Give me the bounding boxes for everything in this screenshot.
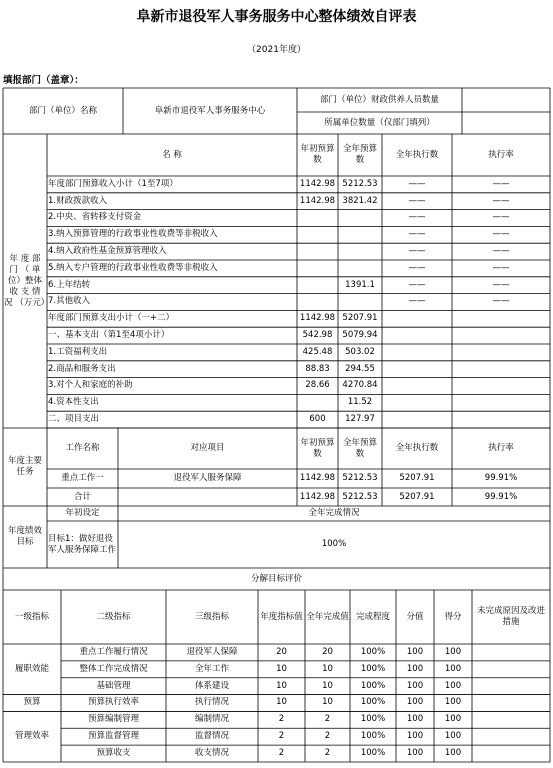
decomp-actual: 2 [324, 748, 331, 759]
budget-row-rate: —— [492, 262, 510, 273]
budget-row-rate [453, 394, 549, 411]
budget-row-plan [298, 277, 337, 294]
decomp-get: 100 [444, 714, 462, 725]
budget-row-plan: 88.83 [305, 363, 330, 374]
staff-count-label: 部门（单位）财政供养人员数量 [319, 94, 439, 105]
task-full: 5212.53 [342, 473, 378, 483]
budget-row-name: 4.纳入政府性基金预算管理收入 [48, 246, 167, 257]
budget-row-rate: —— [492, 296, 510, 307]
goals-initial-header: 年初设定 [65, 508, 100, 518]
budget-row-plan: 28.66 [305, 380, 330, 391]
budget-row-rate: —— [492, 212, 510, 223]
decomp-degree: 100% [360, 748, 386, 759]
decomp-degree: 100% [360, 731, 386, 742]
decomp-header-l2: 二级指标 [96, 611, 131, 622]
budget-row-full [339, 243, 381, 260]
decomp-actual: 10 [322, 697, 333, 708]
budget-row-exec: —— [408, 246, 426, 257]
budget-row-exec [383, 344, 451, 361]
decomp-header-reason: 未完成原因及改进措施 [476, 606, 545, 627]
decomp-plan: 2 [278, 731, 285, 742]
budget-row-plan: 1142.98 [299, 178, 336, 189]
col-name-header: 名 称 [162, 149, 182, 160]
decomp-l1: 预算 [23, 697, 41, 708]
decomp-get: 100 [444, 646, 462, 657]
decomp-plan: 10 [276, 663, 287, 674]
budget-side-label: 年 度 部 门 （ 单 位）整体 收 支 情 况 （万元） [4, 253, 50, 308]
decomp-get: 100 [444, 748, 462, 759]
budget-row-name: 二、项目支出 [48, 414, 100, 425]
budget-row-name: 4.资本性支出 [48, 397, 99, 408]
decomp-get: 100 [444, 680, 462, 691]
decomp-score: 100 [406, 663, 424, 674]
decomp-header-get: 得分 [444, 611, 462, 622]
budget-row-full: 11.52 [347, 397, 373, 408]
budget-row-plan [298, 226, 337, 243]
budget-row-exec: —— [408, 178, 426, 189]
decomp-degree: 100% [360, 663, 386, 674]
budget-row-name: 6.上年结转 [48, 279, 91, 290]
budget-row-plan: 1142.98 [299, 195, 336, 206]
col-rate-header: 执行率 [488, 149, 514, 160]
decomp-l3: 收支情况 [194, 748, 229, 759]
budget-row-name: 2.中央、省转移支付资金 [48, 212, 142, 223]
decomp-l2: 基础管理 [96, 680, 131, 691]
goals-full-header: 全年完成情况 [308, 508, 360, 518]
budget-row-plan: 1142.98 [299, 313, 336, 324]
budget-row-name: 1.工资福利支出 [48, 346, 108, 357]
budget-row-name: 年度部门预算收入小计（1至7项） [48, 178, 178, 189]
decomp-degree: 100% [360, 714, 386, 725]
budget-row-rate: —— [492, 178, 510, 189]
decomp-degree: 100% [360, 680, 386, 691]
budget-row-full [339, 294, 381, 311]
budget-row-rate: —— [492, 195, 510, 206]
budget-row-exec [383, 411, 451, 428]
budget-row-exec [383, 327, 451, 344]
fill-unit-label: 填报部门（盖章）： [3, 75, 84, 86]
budget-row-name: 年度部门预算支出小计（一+二） [48, 313, 175, 324]
budget-row-exec: —— [408, 195, 426, 206]
decomp-l3: 执行情况 [194, 697, 229, 708]
dept-name-value: 阜新市退役军人事务服务中心 [154, 105, 266, 116]
budget-row-name: 3.对个人和家庭的补助 [48, 380, 133, 391]
budget-row-plan: 425.48 [302, 346, 333, 357]
decomp-l2: 重点工作履行情况 [79, 646, 148, 657]
decomp-l2: 整体工作完成情况 [79, 663, 148, 674]
budget-row-name: 2.商品和服务支出 [48, 363, 116, 374]
budget-row-exec: —— [408, 262, 426, 273]
decomp-header-plan: 年度指标值 [260, 611, 303, 622]
decomp-header-l1: 一级指标 [14, 611, 49, 622]
decomp-l3: 体系建设 [194, 680, 229, 691]
decomp-l3: 监督情况 [194, 731, 229, 742]
decomp-get: 100 [444, 663, 462, 674]
budget-row-plan [298, 294, 337, 311]
document-title: 阜新市退役军人事务服务中心整体绩效自评表 [136, 9, 417, 25]
budget-row-rate: —— [492, 279, 510, 290]
col-exec-header: 全年执行数 [395, 149, 439, 160]
budget-row-full: 127.97 [345, 414, 375, 425]
decomp-l2: 预算监督管理 [87, 731, 139, 742]
decomp-header-actual: 全年完成值 [306, 611, 349, 622]
task-full: 5212.53 [342, 491, 378, 502]
budget-row-rate: —— [492, 246, 510, 257]
col-exec-header: 全年执行数 [395, 443, 439, 453]
decomp-score: 100 [406, 680, 424, 691]
dept-name-label: 部门（单位）名称 [28, 105, 97, 116]
budget-row-exec: —— [408, 296, 426, 307]
decomp-score: 100 [406, 714, 424, 725]
decomp-plan: 10 [276, 697, 287, 708]
budget-row-name: 5.纳入专户管理的行政事业性收费等非税收入 [48, 262, 218, 273]
task-exec: 5207.91 [399, 491, 435, 502]
budget-row-full [339, 210, 381, 227]
task-plan: 1142.98 [299, 491, 336, 502]
budget-row-plan [298, 210, 337, 227]
budget-row-rate [453, 411, 549, 428]
decomp-l3: 退役军人保障 [186, 646, 238, 657]
col-full-header: 全年预算数 [342, 144, 377, 165]
budget-row-plan [298, 394, 337, 411]
budget-row-name: 7.其他收入 [48, 296, 91, 307]
budget-row-name: 1.财政拨款收入 [48, 195, 108, 206]
budget-row-full: 5212.53 [342, 178, 378, 189]
decomp-l1: 履职效能 [14, 663, 49, 674]
budget-row-exec [383, 361, 451, 378]
col-plan-header: 年初预算数 [300, 437, 335, 459]
decomp-plan: 10 [276, 680, 287, 691]
col-item-header: 对应项目 [190, 443, 225, 453]
decomp-get: 100 [444, 697, 462, 708]
decomp-header-degree: 完成程度 [355, 611, 390, 622]
decomp-actual: 10 [322, 680, 333, 691]
task-rate: 99.91% [484, 491, 518, 502]
budget-row-exec: —— [408, 212, 426, 223]
budget-row-rate [453, 378, 549, 395]
decomp-l3: 编制情况 [194, 714, 229, 725]
budget-row-full [339, 226, 381, 243]
decomp-actual: 20 [322, 646, 333, 657]
document-year: （2021年度） [247, 45, 306, 55]
budget-row-rate [453, 361, 549, 378]
budget-row-rate [453, 344, 549, 361]
decomp-plan: 2 [278, 714, 285, 725]
task-work: 合计 [73, 491, 91, 502]
budget-row-full: 4270.84 [342, 380, 378, 391]
decomp-l1: 管理效率 [14, 731, 49, 742]
decomp-plan: 20 [276, 646, 287, 657]
decomp-actual: 2 [324, 731, 331, 742]
decomp-l2: 预算收支 [96, 748, 131, 759]
budget-row-name: 3.纳入预算管理的行政事业性收费等非税收入 [48, 229, 218, 240]
decomp-score: 100 [406, 646, 424, 657]
budget-row-full: 3821.42 [342, 195, 378, 206]
decomp-score: 100 [406, 697, 424, 708]
budget-row-plan: 542.98 [302, 330, 333, 341]
subunit-count-label: 所属单位数量（仅部门填列） [324, 117, 435, 128]
budget-row-exec [383, 378, 451, 395]
task-item: 退役军人服务保障 [173, 473, 242, 483]
budget-row-exec: —— [408, 229, 426, 240]
decomp-degree: 100% [360, 646, 386, 657]
task-exec: 5207.91 [399, 473, 435, 483]
decomp-degree: 100% [360, 697, 386, 708]
budget-row-rate [453, 327, 549, 344]
task-work: 重点工作一 [61, 473, 104, 483]
budget-row-plan [298, 260, 337, 277]
budget-row-exec [383, 394, 451, 411]
tasks-side-label: 年度主要任务 [7, 456, 42, 477]
budget-row-name: 一、基本支出（第1至4项小计） [48, 330, 170, 341]
budget-row-exec [383, 310, 451, 327]
task-item [119, 488, 296, 506]
decomp-header-score: 分值 [406, 611, 424, 622]
decomp-l3: 全年工作 [194, 663, 229, 674]
decomp-header-l3: 三级指标 [194, 611, 229, 622]
decomp-actual: 10 [322, 663, 333, 674]
col-plan-header: 年初预算数 [300, 144, 335, 165]
decomp-actual: 2 [324, 714, 331, 725]
budget-row-full: 5207.91 [342, 313, 378, 324]
budget-row-rate: —— [492, 229, 510, 240]
decomp-score: 100 [406, 731, 424, 742]
task-plan: 1142.98 [299, 473, 336, 483]
decomp-l2: 预算编制管理 [87, 714, 139, 725]
goals-side-label: 年度绩效目标 [7, 526, 42, 547]
col-full-header: 全年预算数 [342, 437, 377, 459]
budget-row-full: 294.55 [345, 363, 375, 374]
decomp-get: 100 [444, 731, 462, 742]
goal-completion: 100% [321, 539, 347, 549]
col-work-header: 工作名称 [65, 443, 100, 453]
decomp-title: 分解目标评价 [250, 573, 302, 584]
budget-row-full: 503.02 [345, 346, 375, 357]
budget-row-full [339, 260, 381, 277]
budget-row-exec: —— [408, 279, 426, 290]
budget-row-plan [298, 243, 337, 260]
budget-row-full: 1391.1 [345, 279, 375, 290]
goal-target: 目标1：做好退役军人服务保障工作 [48, 533, 117, 555]
task-rate: 99.91% [484, 473, 518, 483]
budget-row-rate [453, 310, 549, 327]
decomp-l2: 预算执行效率 [87, 697, 139, 708]
col-rate-header: 执行率 [488, 443, 514, 453]
decomp-score: 100 [406, 748, 424, 759]
decomp-plan: 2 [278, 748, 285, 759]
budget-row-plan: 600 [309, 414, 326, 425]
budget-row-full: 5079.94 [342, 330, 378, 341]
